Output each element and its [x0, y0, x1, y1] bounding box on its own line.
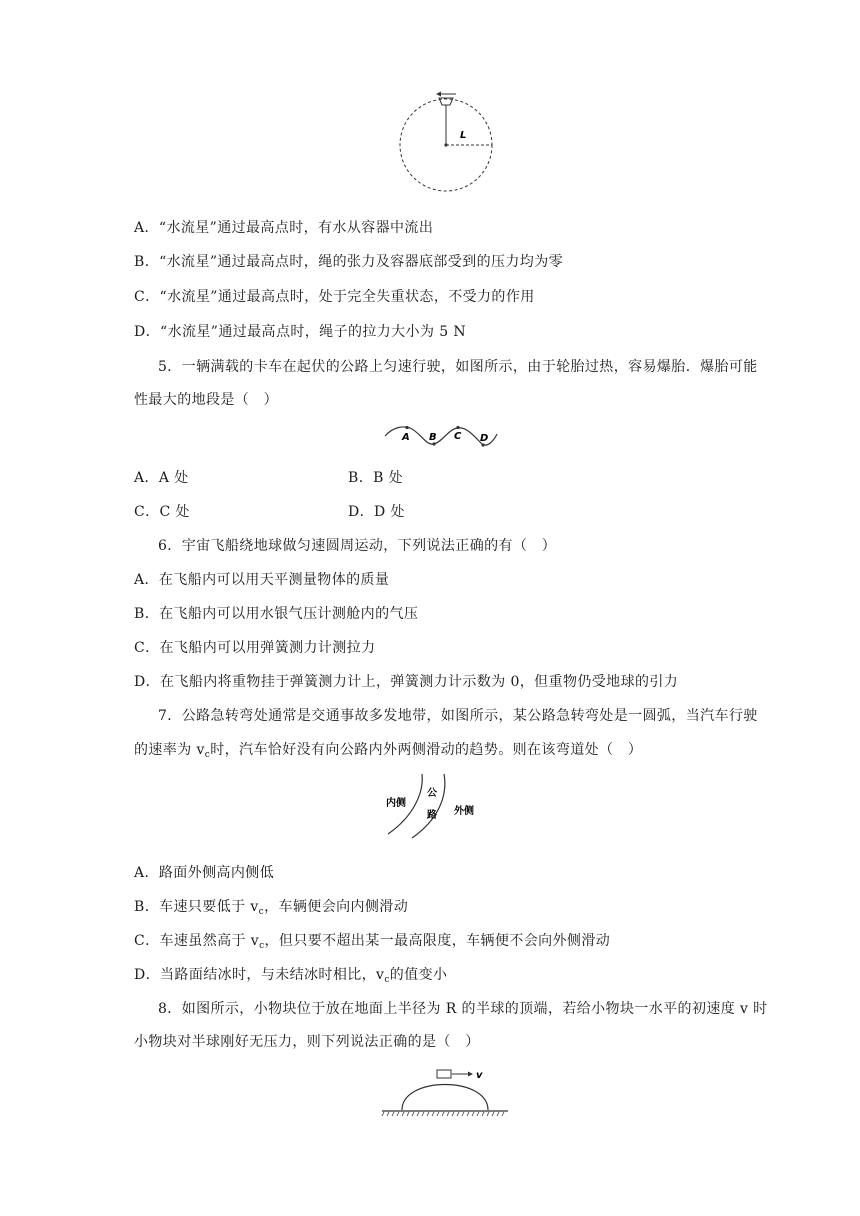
q7-option-c-sub: c [259, 941, 265, 951]
q4-option-a: A．“水流星”通过最高点时，有水从容器中流出 [134, 220, 434, 236]
road-label-1: 公 [427, 788, 437, 799]
q4-option-d: D．“水流星”通过最高点时，绳子的拉力大小为 5 N [134, 324, 466, 340]
q7-stem-line2-sub: c [204, 750, 211, 760]
q7-option-d [134, 965, 447, 990]
q7-option-b-post: ，车辆便会向内侧滑动 [264, 899, 409, 915]
road-label-2: 路 [427, 810, 437, 821]
q7-option-b-sub: c [258, 907, 265, 917]
q5-stem-line1: 5．一辆满载的卡车在起伏的公路上匀速行驶，如图所示，由于轮胎过热，容易爆胎．爆胎可能 [158, 359, 758, 375]
q7-option-d-pre: D．当路面结冰时，与未结冰时相比，v [134, 967, 385, 983]
q4-option-c: C．“水流星”通过最高点时，处于完全失重状态，不受力的作用 [134, 289, 535, 305]
q7-option-a: A．路面外侧高内侧低 [134, 865, 275, 881]
point-c-dot [456, 426, 459, 429]
point-a-label: A [402, 432, 410, 443]
q4-option-b: B．“水流星”通过最高点时，绳的张力及容器底部受到的压力均为零 [134, 254, 564, 270]
q8-stem-line2: 小物块对半球刚好无压力，则下列说法正确的是（ ） [134, 1034, 480, 1050]
q7-stem-line2-post: 时，汽车恰好没有向公路内外两侧滑动的趋势。则在该弯道处（ ） [210, 742, 643, 758]
q6-option-a: A．在飞船内可以用天平测量物体的质量 [134, 572, 390, 588]
q5-option-a: A．A 处 [134, 470, 189, 486]
q7-option-b-pre: B．车速只要低于 v [134, 899, 259, 915]
water-star-figure [390, 86, 500, 198]
q5-option-d: D．D 处 [348, 504, 405, 520]
velocity-label: v [476, 1070, 483, 1081]
hemisphere-outline [402, 1085, 488, 1111]
q7-option-d-post: 的值变小 [389, 967, 448, 983]
outer-side-label: 外侧 [454, 806, 474, 817]
wavy-road-figure [380, 420, 500, 452]
q5-stem-line2: 性最大的地段是（ ） [134, 392, 278, 408]
q5-option-c: C．C 处 [134, 504, 190, 520]
q7-option-c-pre: C．车速虽然高于 v [134, 933, 260, 949]
q7-option-d-sub: c [384, 975, 390, 985]
arrow-head [436, 92, 441, 97]
q7-stem-line2 [134, 740, 642, 765]
q7-option-c-post: ，但只要不超出某一最高限度，车辆便不会向外侧滑动 [264, 933, 611, 949]
inner-side-label: 内侧 [386, 798, 406, 809]
q7-option-b [134, 897, 408, 922]
ground-hatching [382, 1112, 504, 1116]
point-a-dot [405, 426, 408, 429]
velocity-arrow-head [468, 1072, 473, 1077]
curved-road-figure [384, 770, 494, 840]
point-d-label: D [480, 433, 489, 444]
q6-option-c: C．在飞船内可以用弹簧测力计测拉力 [134, 640, 376, 656]
length-label: L [460, 130, 467, 141]
q7-option-c [134, 931, 610, 956]
outer-road-edge [412, 774, 445, 838]
q7-stem-line2-pre: 的速率为 v [134, 742, 205, 758]
q7-stem-line1: 7．公路急转弯处通常是交通事故多发地带，如图所示，某公路急转弯处是一圆弧，当汽车行驶 [158, 708, 758, 724]
q6-option-d: D．在飞船内将重物挂于弹簧测力计上，弹簧测力计示数为 0，但重物仍受地球的引力 [134, 674, 679, 690]
q6-stem: 6．宇宙飞船绕地球做匀速圆周运动，下列说法正确的有（ ） [158, 538, 557, 554]
small-block [437, 1070, 451, 1078]
q5-option-b: B．B 处 [348, 470, 404, 486]
q8-stem-line1: 8．如图所示，小物块位于放在地面上半径为 R 的半球的顶端，若给小物块一水平的初速度 v 时 [158, 1001, 768, 1017]
point-c-label: C [454, 431, 462, 442]
point-b-label: B [429, 432, 437, 443]
hemisphere-figure [380, 1064, 510, 1124]
q6-option-b: B．在飞船内可以用水银气压计测舱内的气压 [134, 606, 419, 622]
